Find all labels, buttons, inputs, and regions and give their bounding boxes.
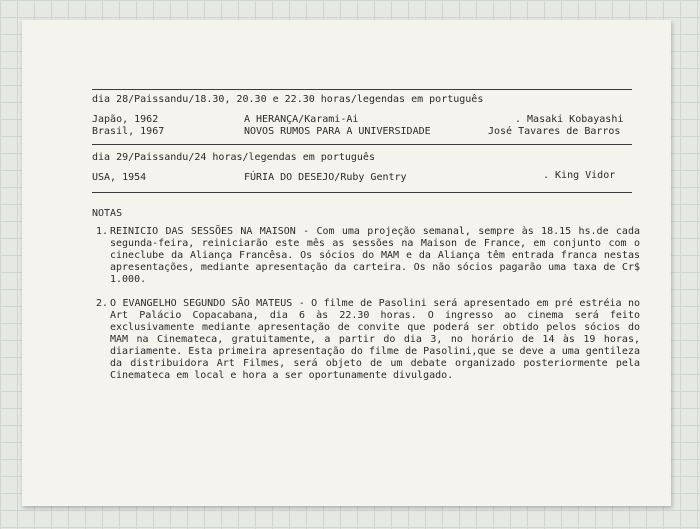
film-director: José Tavares de Barros [488, 126, 621, 137]
note-text: O EVANGELHO SEGUNDO SÃO MATEUS - O filme de Pasolini será apresentado em pré estréia no Art Palácio Copacabana, dia 6 às 22.30 horas. O ingresso ao cinema será feito exclusivamente mediante apresentação de convite que poderá ser obtido pelos sócios do MAM na Cinemateca, gratuitamente, a partir do dia 3, no horário de 14 às 19 horas, diariamente. Esta primeira apresentação do filme de Pasolini,que se deve a uma gentileza da distribuidora Art Filmes, será objeto de um debate organizado posteriormente pela Cinemateca em local e hora a ser oportunamente divulgado. [110, 298, 640, 381]
note-number: 2. [96, 298, 109, 309]
note-item [96, 298, 642, 418]
film-country-year: Brasil, 1967 [92, 126, 165, 137]
session-divider [92, 144, 632, 145]
film-title: A HERANÇA/Karami-Ai [244, 114, 359, 125]
note-number: 1. [96, 226, 109, 237]
session2-header: dia 29/Paissandu/24 horas/legendas em português [92, 152, 375, 163]
film-country-year: Japão, 1962 [92, 114, 159, 125]
notes-heading: NOTAS [92, 208, 123, 219]
note-text: REINICIO DAS SESSÕES NA MAISON - Com uma projeção semanal, sempre às 18.15 hs.de cada segunda-feira, reiniciarão este mês as sessões na Maison de France, em conjunto com o cineclube da Aliança Francêsa. Os sócios do MAM e da Aliança têm entrada franca nestas apresentações, mediante apresentação da carteira. Os não sócios pagarão uma taxa de Cr$ 1.000. [110, 226, 640, 285]
note-item [96, 226, 642, 298]
film-country-year: USA, 1954 [92, 172, 147, 183]
film-title: NOVOS RUMOS PARA A UNIVERSIDADE [244, 126, 431, 137]
document-sheet [22, 20, 671, 506]
film-director: . Masaki Kobayashi [515, 114, 624, 125]
film-title: FÚRIA DO DESEJO/Ruby Gentry [244, 172, 407, 183]
top-rule [92, 89, 632, 90]
film-director: . King Vidor [543, 170, 616, 181]
notes-divider [92, 192, 632, 193]
session1-header: dia 28/Paissandu/18.30, 20.30 e 22.30 horas/legendas em português [92, 94, 484, 105]
